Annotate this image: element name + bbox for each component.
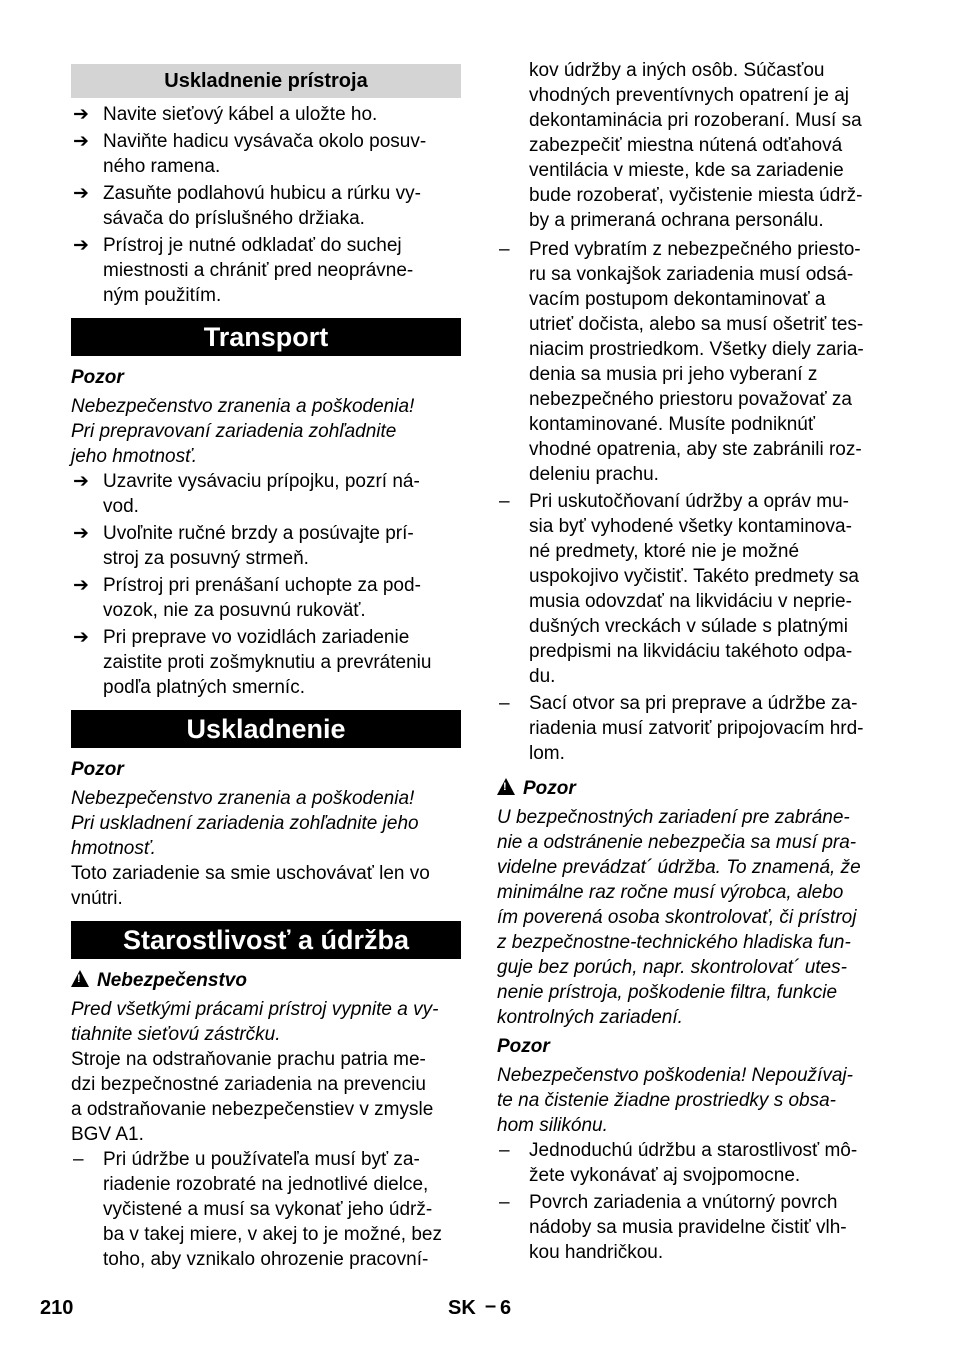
caution-label-row [497,776,887,801]
storage-instructions-list [71,102,461,308]
text-line: né predmety, ktoré nie je možné [529,541,800,562]
transport-caution-label: Pozor [71,367,124,388]
text-line: stroj za posuvný strmeň. [103,548,309,569]
arrow-right-icon: ➔ [73,235,89,256]
text-line: Stroje na odstraňovanie prachu patria me- [71,1049,426,1070]
text-line: vnútri. [71,888,123,909]
text-line: dušných vreckách v súlade s platnými [529,616,848,637]
text-line: nebezpečného priestoru považovať za [529,389,852,410]
text-line: vozok, nie za posuvnú rukoväť. [103,600,366,621]
transport-instructions-list [71,469,461,700]
text-line: nenie prístroja, poškodenie filtra, funkcie [497,982,838,1003]
caution1-label: Pozor [523,778,576,799]
text-line: lom. [529,743,565,764]
text-line: Naviňte hadicu vysávača okolo posuv- [103,131,427,152]
text-line: Nebezpečenstvo poškodenia! Nepoužívaj- [497,1065,853,1086]
text-line: vacím postupom dekontaminovať a [529,289,826,310]
arrow-right-icon: ➔ [73,627,89,648]
list-item [71,102,461,127]
text-line: a odstraňovanie nebezpečenstiev v zmysle [71,1099,434,1120]
text-line: sávača do príslušného držiaka. [103,208,365,229]
text-line: Toto zariadenie sa smie uschovávať len vo [71,863,430,884]
text-line: zaistite proti zošmyknutiu a prevráteniu [103,652,432,673]
list-item [71,625,461,700]
text-line: U bezpečnostných zariadení pre zabráne- [497,807,850,828]
cleaning-caution-text [497,1063,887,1138]
storage-caution-label: Pozor [71,759,124,780]
text-line: uspokojivo vyčistiť. Takéto predmety sa [529,566,859,587]
caution2-label: Pozor [497,1036,550,1057]
danger-label: Nebezpečenstvo [97,970,247,991]
left-column [71,58,461,1274]
arrow-right-icon: ➔ [73,575,89,596]
text-line: nádoby sa musia pravidelne čistiť vlh- [529,1217,847,1238]
text-line: riadenie rozobraté na jednotlivé dielce, [103,1174,429,1195]
text-line: kov údržby a iných osôb. Súčasťou [529,60,825,81]
footer-separator: – [485,1295,497,1317]
text-line: riadenia musí zatvoriť pripojovacím hrd- [529,718,864,739]
text-line: Pri uskutočňovaní údržby a opráv mu- [529,491,849,512]
list-item [497,237,887,487]
text-line: Povrch zariadenia a vnútorný povrch [529,1192,838,1213]
text-line: vhodné opatrenia, aby ste zabránili roz- [529,439,862,460]
text-line: hom silikónu. [497,1115,608,1136]
text-line: musia odovzdať na likvidáciu v neprie- [529,591,852,612]
text-line: Pred všetkými prácami prístroj vypnite a vy- [71,999,439,1020]
text-line: ru sa vonkajšok zariadenia musí odsá- [529,264,854,285]
page-number: 210 [40,1297,74,1319]
text-line: Prístroj pri prenášaní uchopte za pod- [103,575,421,596]
text-line: minimálne raz ročne musí výrobca, alebo [497,882,844,903]
text-line: Uzavrite vysávaciu prípojku, pozrí ná- [103,471,420,492]
text-line: Zasuňte podlahovú hubicu a rúrku vy- [103,183,421,204]
list-item [497,691,887,766]
warning-triangle-icon [71,970,89,987]
transport-caution-text [71,394,461,469]
text-line: zabezpečiť miestna nútená odťahová [529,135,843,156]
dash-marker: – [73,1149,84,1170]
text-line: ím poverená osoba skontrolovať, či prístroj [497,907,857,928]
arrow-right-icon: ➔ [73,131,89,152]
arrow-right-icon: ➔ [73,183,89,204]
maintenance-dash-list [497,237,887,766]
text-line: tiahnite sieťovú zástrčku. [71,1024,281,1045]
arrow-right-icon: ➔ [73,523,89,544]
list-item [497,1190,887,1265]
text-line: vhodných preventívnych opatrení je aj [529,85,850,106]
danger-label-row [71,968,461,993]
continued-text [497,58,887,233]
section-page-number: 6 [500,1297,512,1319]
warning-triangle-icon [497,778,515,795]
text-line: z bezpečnostne-technického hladiska fun- [497,932,851,953]
text-line: deleniu prachu. [529,464,659,485]
text-line: kontrolných zariadení. [497,1007,683,1028]
text-line: denia sa musia pri jeho vyberaní z [529,364,818,385]
text-line: Uvoľnite ručné brzdy a posúvajte prí- [103,523,414,544]
text-line: sia byť vyhodené všetky kontaminova- [529,516,852,537]
text-line: du. [529,666,556,687]
transport-heading: Transport [71,318,461,356]
text-line: Pred vybratím z nebezpečného priesto- [529,239,861,260]
list-item [71,469,461,519]
text-line: ventilácia v mieste, kde sa zariadenie [529,160,844,181]
dash-marker: – [499,1192,510,1213]
arrow-right-icon: ➔ [73,104,89,125]
text-line: bude rozoberať, vyčistenie miesta údrž- [529,185,863,206]
text-line: Jednoduchú údržbu a starostlivosť mô- [529,1140,858,1161]
list-item [71,129,461,179]
care-heading: Starostlivosť a údržba [71,921,461,959]
text-line: videlne prevádzat´ údržba. To znamená, že [497,857,861,878]
care-text [71,1047,461,1147]
text-line: podľa platných smerníc. [103,677,305,698]
text-line: jeho hmotnosť. [71,446,198,467]
right-column [497,58,887,1267]
text-line: Pri prepravovaní zariadenia zohľadnite [71,421,397,442]
text-line: Nebezpečenstvo zranenia a poškodenia! [71,396,415,417]
text-line: Pri preprave vo vozidlách zariadenie [103,627,410,648]
care-danger-text [71,997,461,1047]
text-line: Prístroj je nutné odkladať do suchej [103,235,402,256]
arrow-right-icon: ➔ [73,471,89,492]
text-line: Sací otvor sa pri preprave a údržbe za- [529,693,858,714]
list-item [71,573,461,623]
text-line: ným použitím. [103,285,222,306]
text-line: utrieť dočista, alebo sa musí ošetriť tes- [529,314,864,335]
storage-heading: Uskladnenie [71,710,461,748]
storage-subheading: Uskladnenie prístroja [71,64,461,98]
storage-text [71,861,461,911]
text-line: kontaminované. Musíte podniknúť [529,414,815,435]
text-line: dzi bezpečnostné zariadenia na prevenciu [71,1074,426,1095]
text-line: Navite sieťový kábel a uložte ho. [103,104,378,125]
safety-caution-text [497,805,887,1030]
text-line: Pri uskladnení zariadenia zohľadnite jeho [71,813,419,834]
list-item [71,181,461,231]
list-item [497,489,887,689]
text-line: toho, aby vznikalo ohrozenie pracovní- [103,1249,429,1270]
text-line: Pri údržbe u používateľa musí byť za- [103,1149,420,1170]
text-line: by a primeraná ochrana personálu. [529,210,824,231]
text-line: vod. [103,496,139,517]
text-line: nie a odstránenie nebezpečia sa musí pra- [497,832,857,853]
storage-caution-text [71,786,461,861]
dash-marker: – [499,239,510,260]
text-line: vyčistené a musí sa vykonať jeho údrž- [103,1199,433,1220]
dash-marker: – [499,693,510,714]
text-line: kou handričkou. [529,1242,664,1263]
text-line: miestnosti a chrániť pred neoprávne- [103,260,414,281]
dash-marker: – [499,1140,510,1161]
list-item [497,1138,887,1188]
text-line: guje bez porúch, napr. skontrolovat´ utes- [497,957,847,978]
list-item [71,233,461,308]
text-line: ného ramena. [103,156,221,177]
list-item [71,1147,461,1272]
dash-marker: – [499,491,510,512]
text-line: BGV A1. [71,1124,144,1145]
text-line: ba v takej miere, v akej to je možné, bez [103,1224,442,1245]
text-line: dekontaminácia pri rozoberaní. Musí sa [529,110,862,131]
list-item [71,521,461,571]
text-line: Nebezpečenstvo zranenia a poškodenia! [71,788,415,809]
language-code: SK [448,1297,476,1319]
text-line: predpismi na likvidáciu takéhoto odpa- [529,641,853,662]
text-line: niacim prostriedkom. Všetky diely zaria- [529,339,864,360]
text-line: te na čistenie žiadne prostriedky s obsa- [497,1090,837,1111]
care-dash-list [497,1138,887,1265]
text-line: žete vykonávať aj svojpomocne. [529,1165,801,1186]
care-dash-text [103,1147,461,1272]
text-line: hmotnosť. [71,838,156,859]
